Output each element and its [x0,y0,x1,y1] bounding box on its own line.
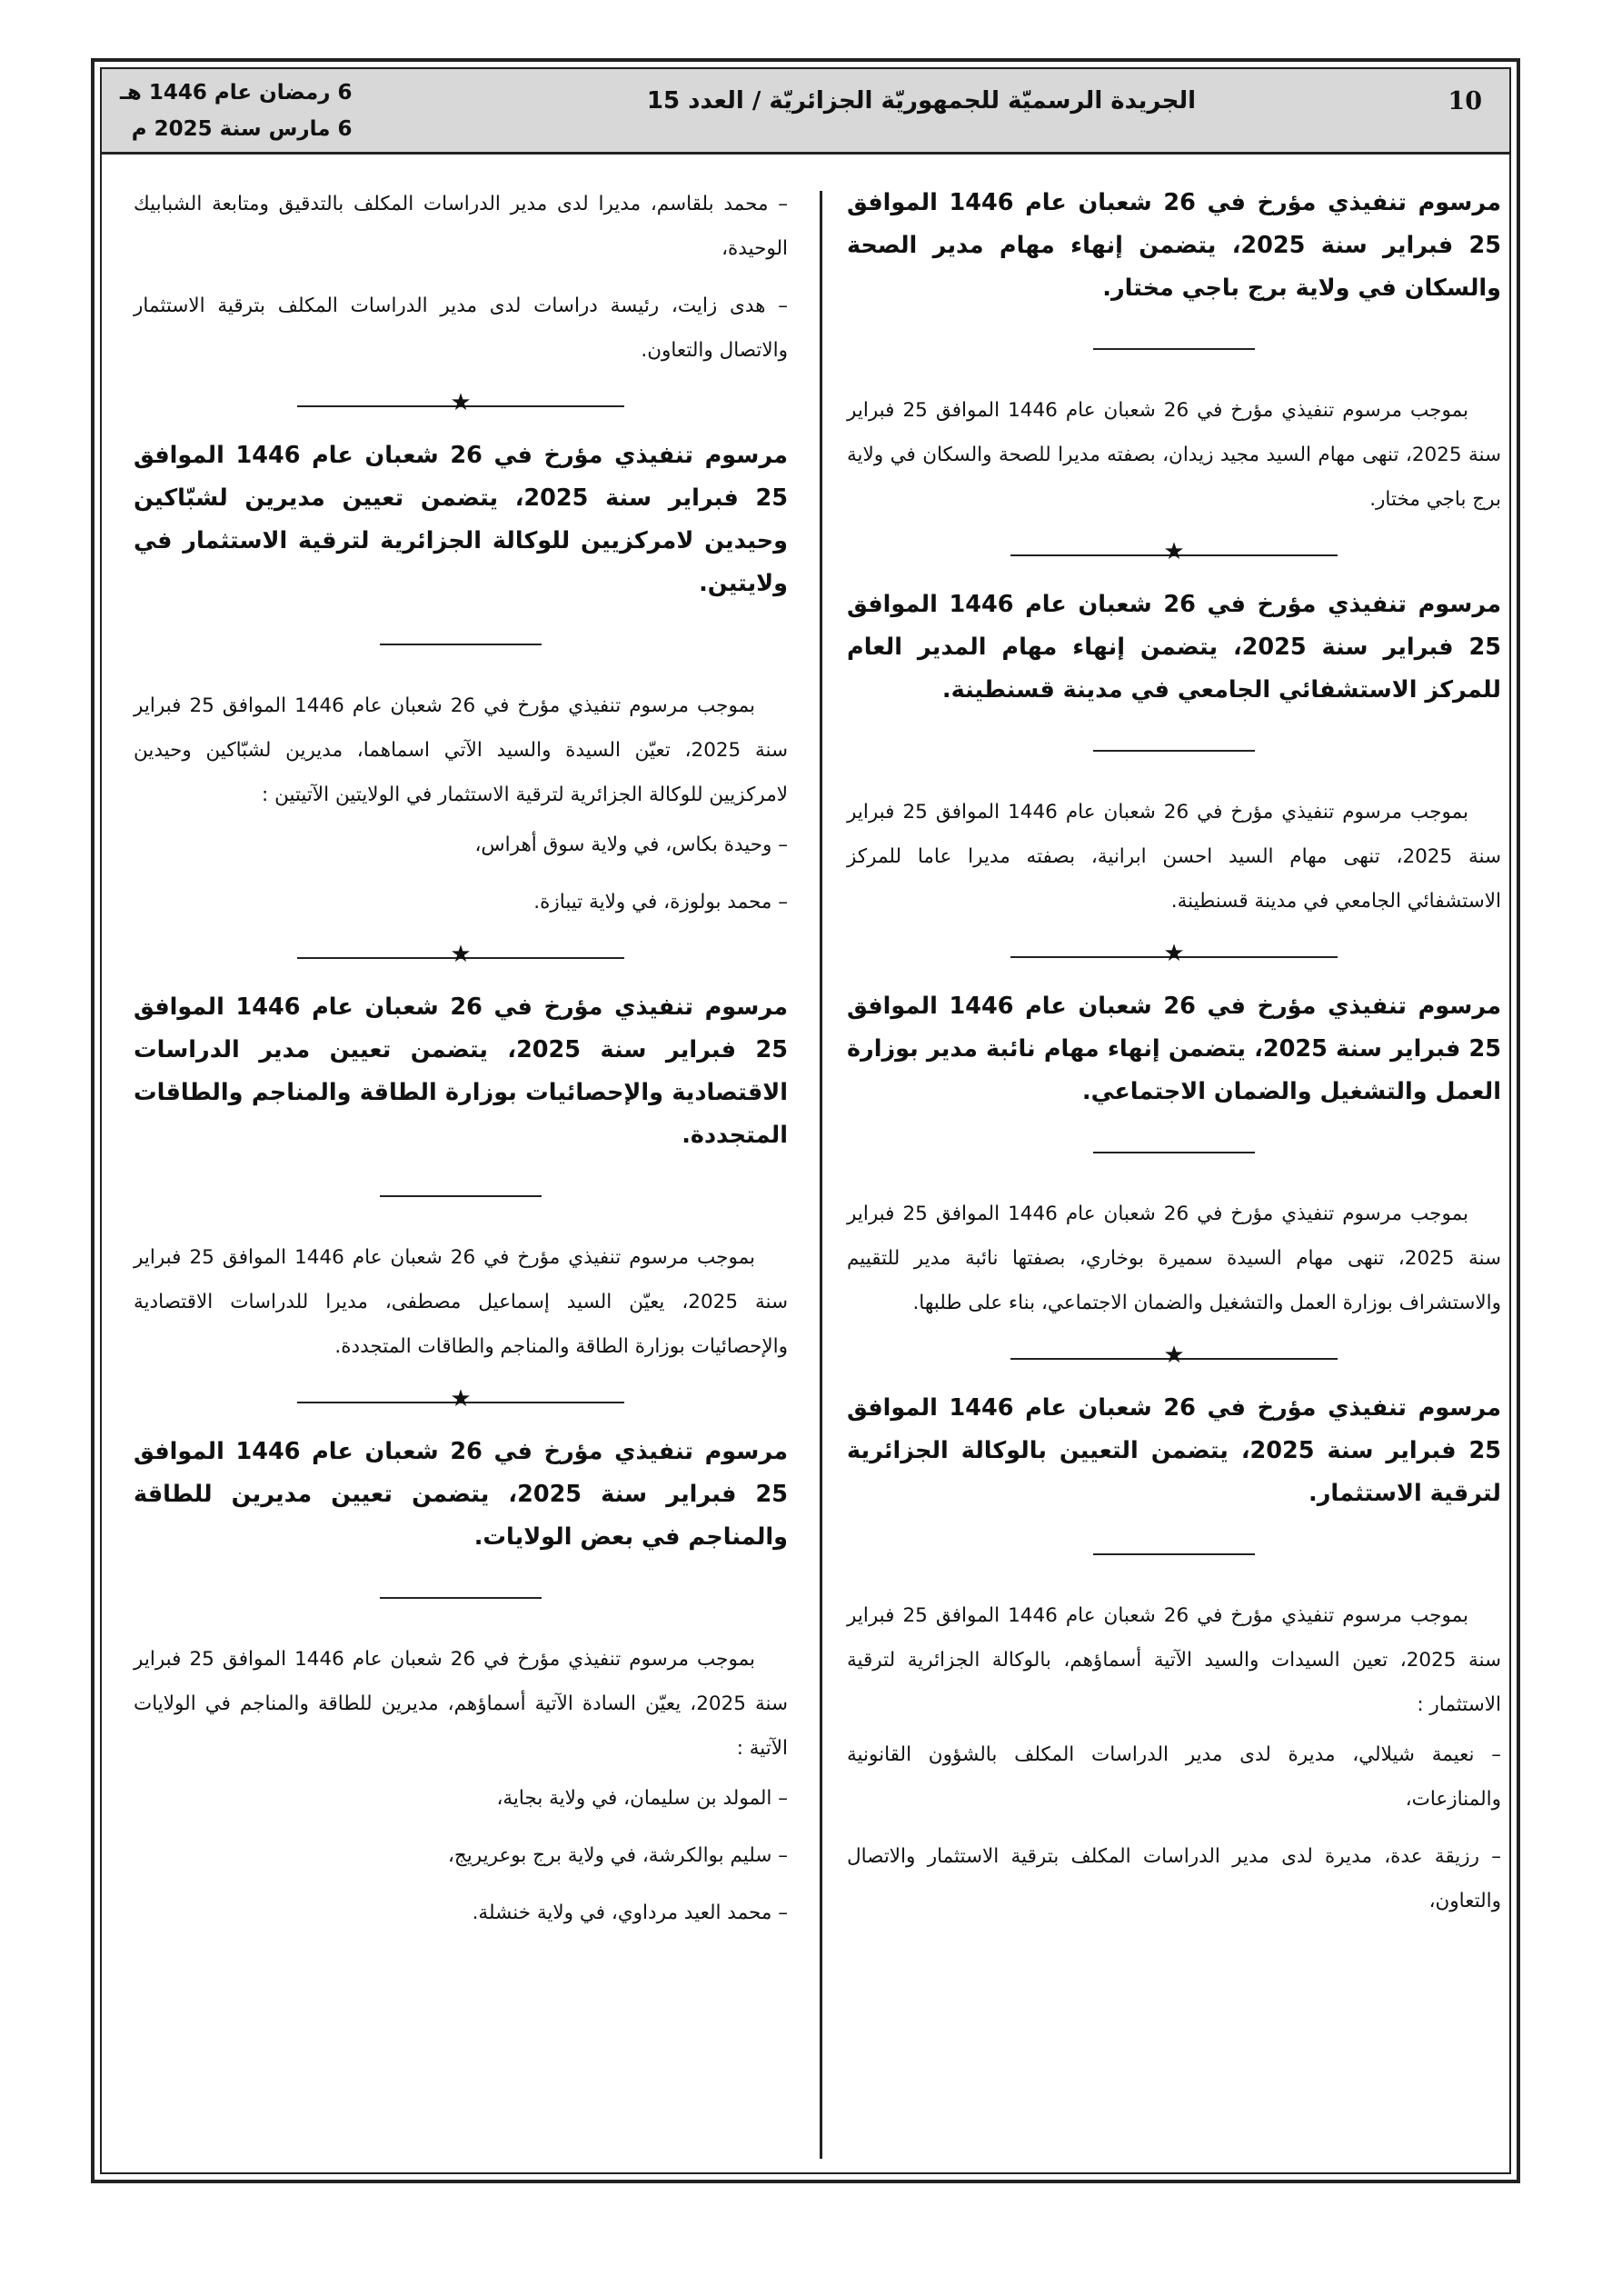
title-underline [1093,1553,1255,1555]
decree-body: بموجب مرسوم تنفيذي مؤرخ في 26 شعبان عام 1446 الموافق 25 فبراير سنة 2025، تنهى مهام السيدة سميرة بوخاري، بصفتها نائبة مدير للتقييم والاستشراف بوزارة العمل والتشغيل والضمان الاجتماعي، بناء على طلبها. [847,1203,1502,1314]
title-underline [1093,1152,1255,1153]
star-separator [134,937,788,973]
decree-title: مرسوم تنفيذي مؤرخ في 26 شعبان عام 1446 الموافق 25 فبراير سنة 2025، يتضمن تعيين مديرين لشبّاكين وحيدين لامركزيين للوكالة الجزائرية لترقية الاستثمار في ولايتين. [134,442,789,597]
page-header [102,69,1509,155]
decree-body: بموجب مرسوم تنفيذي مؤرخ في 26 شعبان عام 1446 الموافق 25 فبراير سنة 2025، تعيّن السيدة والسيد الآتي اسماهما، مديرين لشبّاكين وحيدين لامركزيين للوكالة الجزائرية لترقية الاستثمار في الولايتين الآتيتين : [134,694,788,806]
right-column [847,182,1501,1923]
title-underline [380,644,542,645]
appointee-item: – هدى زايت، رئيسة دراسات لدى مدير الدراسات المكلف بترقية الاستثمار والاتصال والتعاون. [134,294,788,362]
star-separator [134,1382,788,1418]
star-separator [847,534,1501,571]
decree-body: بموجب مرسوم تنفيذي مؤرخ في 26 شعبان عام 1446 الموافق 25 فبراير سنة 2025، يعيّن السادة الآتية أسماؤهم، مديرين للطاقة والمناجم في الولايات الآتية : [134,1648,788,1760]
appointee-item: – المولد بن سليمان، في ولاية بجاية، [496,1787,788,1810]
decree-title: مرسوم تنفيذي مؤرخ في 26 شعبان عام 1446 الموافق 25 فبراير سنة 2025، يتضمن إنهاء مهام نائبة مدير بوزارة العمل والتشغيل والضمان الاجتماعي. [847,993,1502,1105]
star-icon: ★ [450,941,472,968]
decree-section [134,434,788,924]
appointee-item: – وحيدة بكاس، في ولاية سوق أهراس، [474,834,788,856]
decree-body: بموجب مرسوم تنفيذي مؤرخ في 26 شعبان عام 1446 الموافق 25 فبراير سنة 2025، تنهى مهام السيد مجيد زيدان، بصفته مديرا للصحة والسكان في ولاية برج باجي مختار. [847,399,1501,511]
decree-section [847,584,1501,923]
title-underline [380,1195,542,1197]
decree-body: بموجب مرسوم تنفيذي مؤرخ في 26 شعبان عام 1446 الموافق 25 فبراير سنة 2025، تنهى مهام السيد احسن ابرانية، بصفته مديرا عاما للمركز الاستشفائي الجامعي في مدينة قسنطينة. [847,801,1501,913]
star-separator [134,385,788,422]
decree-title: مرسوم تنفيذي مؤرخ في 26 شعبان عام 1446 الموافق 25 فبراير سنة 2025، يتضمن تعيين مدير الدراسات الاقتصادية والإحصائيات بوزارة الطاقة والمناجم والطاقات المتجددة. [134,993,789,1149]
decree-body: بموجب مرسوم تنفيذي مؤرخ في 26 شعبان عام 1446 الموافق 25 فبراير سنة 2025، يعيّن السيد إسماعيل مصطفى، مديرا للدراسات الاقتصادية والإحصائيات بوزارة الطاقة والمناجم والطاقات المتجددة. [134,1246,788,1358]
appointee-item: – محمد بولوزة، في ولاية تيبازة. [533,891,788,913]
star-icon: ★ [1163,1342,1185,1369]
column-divider [820,191,822,2159]
decree-title: مرسوم تنفيذي مؤرخ في 26 شعبان عام 1446 الموافق 25 فبراير سنة 2025، يتضمن إنهاء مهام المدير العام للمركز الاستشفائي الجامعي في مدينة قسنطينة. [847,591,1502,704]
decree-section [134,986,788,1369]
decree-body: بموجب مرسوم تنفيذي مؤرخ في 26 شعبان عام 1446 الموافق 25 فبراير سنة 2025، تعين السيدات والسيد الآتية أسماؤهم، بالوكالة الجزائرية لترقية الاستثمار : [847,1604,1501,1716]
decree-section [134,1431,788,1935]
date-hijri: 6 رمضان عام 1446 هـ [120,81,353,105]
decree-section [847,182,1501,522]
appointee-item: – رزيقة عدة، مديرة لدى مدير الدراسات المكلف بترقية الاستثمار والاتصال والتعاون، [847,1845,1501,1912]
decree-section [847,1387,1501,1923]
decree-title: مرسوم تنفيذي مؤرخ في 26 شعبان عام 1446 الموافق 25 فبراير سنة 2025، يتضمن إنهاء مهام مدير الصحة والسكان في ولاية برج باجي مختار. [847,189,1502,302]
page-number: 10 [1448,87,1482,115]
star-icon: ★ [450,389,472,416]
star-icon: ★ [450,1385,472,1413]
issue-date [120,75,353,147]
journal-title: الجريدة الرسميّة للجمهوريّة الجزائريّة / العدد 15 [646,87,1196,115]
date-gregorian: 6 مارس سنة 2025 م [131,117,353,141]
decree-title: مرسوم تنفيذي مؤرخ في 26 شعبان عام 1446 الموافق 25 فبراير سنة 2025، يتضمن تعيين مديرين للطاقة والمناجم في بعض الولايات. [134,1438,789,1551]
title-underline [380,1597,542,1599]
star-icon: ★ [1163,940,1185,967]
title-underline [1093,348,1255,350]
appointee-item: – محمد العيد مرداوي، في ولاية خنشلة. [472,1902,788,1924]
appointee-item: – سليم بوالكرشة، في ولاية برج بوعريريج، [447,1844,788,1867]
title-underline [1093,750,1255,752]
left-column [134,182,788,1935]
star-icon: ★ [1163,538,1185,565]
star-separator [847,936,1501,973]
appointee-item: – محمد بلقاسم، مديرا لدى مدير الدراسات المكلف بالتدقيق ومتابعة الشبابيك الوحيدة، [134,193,788,260]
appointee-item: – نعيمة شيلالي، مديرة لدى مدير الدراسات المكلف بالشؤون القانونية والمنازعات، [847,1743,1501,1811]
decree-title: مرسوم تنفيذي مؤرخ في 26 شعبان عام 1446 الموافق 25 فبراير سنة 2025، يتضمن التعيين بالوكالة الجزائرية لترقية الاستثمار. [847,1394,1502,1507]
decree-section [847,985,1501,1325]
star-separator [847,1338,1501,1374]
